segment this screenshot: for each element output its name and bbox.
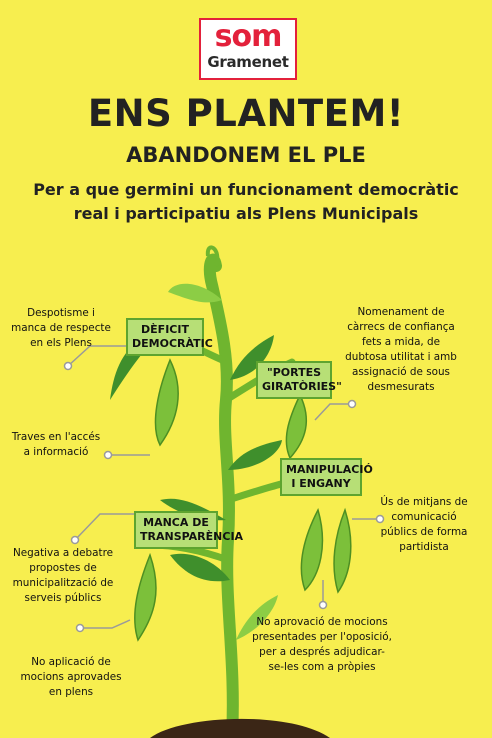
soil — [150, 719, 330, 738]
tagline: Per a que germini un funcionament democràtic real i participatiu als Plens Municipals — [33, 180, 459, 223]
tag-deficit-democratic: DÈFICIT DEMOCRÀTIC — [126, 318, 204, 356]
pea-pod — [334, 510, 351, 592]
note-mitjans: Ús de mitjans de comunicació públics de forma partidista — [380, 496, 468, 553]
note-no-aplicacio: No aplicació de mocions aprovades en plens — [20, 656, 122, 698]
tag-manca-transparencia: MANCA DE TRANSPARÈNCIA — [134, 511, 218, 549]
logo-som: som — [214, 19, 282, 54]
page-subtitle: ABANDONEM EL PLE — [126, 143, 366, 167]
note-no-aprovacio: No aprovació de mocions presentades per l'oposició, per a després adjudicar- se-les com a pròpies — [252, 616, 392, 673]
note-nomenament: Nomenament de càrrecs de confiança fets a mida, de dubtosa utilitat i amb assignació de sous desmesurats — [345, 306, 457, 393]
page-title: ENS PLANTEM! — [87, 92, 405, 135]
connector-dot — [320, 602, 327, 609]
note-despotisme: Despotisme i manca de respecte en els Plens — [11, 307, 111, 349]
note-traves: Traves en l'accés a informació — [11, 431, 101, 458]
logo — [199, 18, 297, 80]
tag-portes-giratories: "PORTES GIRATÒRIES" — [256, 361, 332, 399]
pea-pod — [286, 395, 306, 458]
connector-dot — [72, 537, 79, 544]
tag-manipulacio-engany: MANIPULACIÓ I ENGANY — [280, 458, 362, 496]
leaf — [228, 440, 282, 470]
connector-dot — [349, 401, 356, 408]
connector-line — [80, 620, 130, 628]
pea-pod — [301, 510, 322, 590]
connector-line — [75, 514, 140, 540]
note-negativa: Negativa a debatre propostes de municipalització de serveis públics — [12, 547, 114, 604]
pea-pod — [155, 360, 178, 445]
logo-gramenet: Gramenet — [207, 53, 289, 71]
connector-dot — [65, 363, 72, 370]
pea-pod — [135, 555, 156, 640]
connector-dot — [77, 625, 84, 632]
connector-line — [315, 404, 352, 420]
